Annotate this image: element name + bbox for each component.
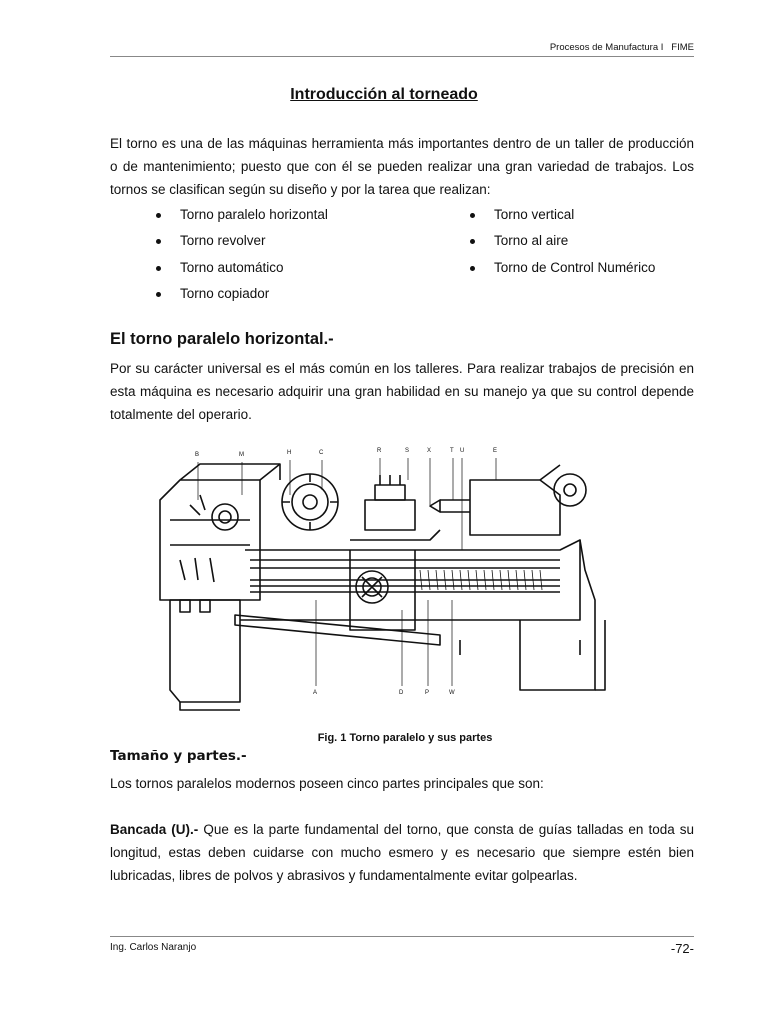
figure-label-top: U [460,448,465,454]
figure-label-top: E [493,448,498,454]
figure-label-top: H [287,450,292,456]
footer-author: Ing. Carlos Naranjo [110,942,197,953]
figure-label-top: T [450,448,454,454]
figure-label-top: X [427,448,432,454]
page-header [110,42,694,57]
page-footer [110,936,694,956]
figure-label-top: C [319,450,324,456]
figure-label-top: R [377,448,382,454]
figure-label-bottom: W [449,690,455,696]
list-item: Torno paralelo horizontal [152,202,328,228]
intro-paragraph: El torno es una de las máquinas herramienta más importantes dentro de un taller de producción o de mantenimiento; puesto que con él se pueden realizar una gran variedad de trabajos. Los tornos se clasifican según su diseño y por la tarea que realizan: [110,136,694,197]
list-item: Torno al aire [466,228,655,254]
section-paralelo-paragraph: Por su carácter universal es el más común en los talleres. Para realizar trabajos de precisión en esta máquina es necesario adquirir una gran habilidad en su manejo ya que su control depende totalmente del operario. [110,361,694,422]
figure-label-top: S [405,448,410,454]
lathe-types-left-column [152,202,328,307]
list-item: Torno vertical [466,202,655,228]
section-heading-paralelo: El torno paralelo horizontal.- [110,330,334,348]
list-item: Torno de Control Numérico [466,255,655,281]
section-tamano-paragraph: Los tornos paralelos modernos poseen cinco partes principales que son: [110,776,544,791]
list-item: Torno revolver [152,228,328,254]
section-heading-tamano: Tamaño y partes.- [110,748,247,764]
page-number: -72- [670,941,694,956]
figure-caption: Fig. 1 Torno paralelo y sus partes [317,732,493,744]
page-title: Introducción al torneado [290,86,478,103]
figure-label-bottom: D [399,690,404,696]
list-item: Torno copiador [152,281,328,307]
header-text: Procesos de Manufactura I FIME [549,42,694,53]
list-item: Torno automático [152,255,328,281]
figure-label-top: M [239,452,244,458]
lathe-types-right-column [466,202,655,281]
figure-label-bottom: A [313,690,318,696]
lathe-illustration [140,440,620,722]
figure-label-bottom: P [425,690,430,696]
bancada-paragraph [110,818,694,887]
figure-label-top: B [195,452,200,458]
bancada-text: Que es la parte fundamental del torno, que consta de guías talladas en toda su longitud, estas deben cuidarse con mucho esmero y es necesario que siempre estén bien lubricadas, libres de polvos y abrasivos y fundamentalmente evitar golpearlas. [110,822,695,883]
bancada-lead: Bancada (U).- [110,822,199,837]
